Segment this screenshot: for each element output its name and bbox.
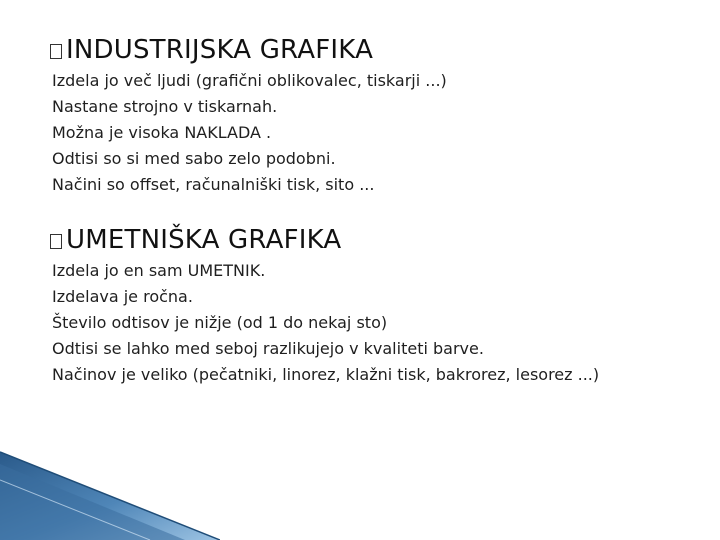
text-line: Načinov je veliko (pečatniki, linorez, klažni tisk, bakrorez, lesorez ...) — [52, 365, 600, 384]
text-line: Možna je visoka NAKLADA . — [52, 123, 272, 142]
text-line: Odtisi se lahko med seboj razlikujejo v kvaliteti barve. — [52, 339, 484, 358]
checkbox-bullet-icon — [50, 234, 62, 249]
decorative-swoosh — [0, 450, 220, 540]
heading-text: UMETNIŠKA GRAFIKA — [66, 225, 342, 255]
text-lines — [52, 258, 599, 388]
text-line: Število odtisov je nižje (od 1 do nekaj sto) — [52, 313, 388, 332]
text-line: Nastane strojno v tiskarnah. — [52, 97, 278, 116]
section-heading — [50, 224, 599, 256]
text-line: Izdela jo en sam UMETNIK. — [52, 261, 266, 280]
text-lines — [52, 68, 447, 198]
section-heading — [50, 34, 447, 66]
section-industrijska — [52, 34, 447, 198]
text-line: Odtisi so si med sabo zelo podobni. — [52, 149, 336, 168]
checkbox-bullet-icon — [50, 44, 62, 59]
heading-text: INDUSTRIJSKA GRAFIKA — [66, 35, 374, 65]
section-umetniska — [52, 224, 599, 388]
text-line: Izdela jo več ljudi (grafični oblikovalec, tiskarji ...) — [52, 71, 447, 90]
text-line: Izdelava je ročna. — [52, 287, 193, 306]
text-line: Načini so offset, računalniški tisk, sito ... — [52, 175, 375, 194]
